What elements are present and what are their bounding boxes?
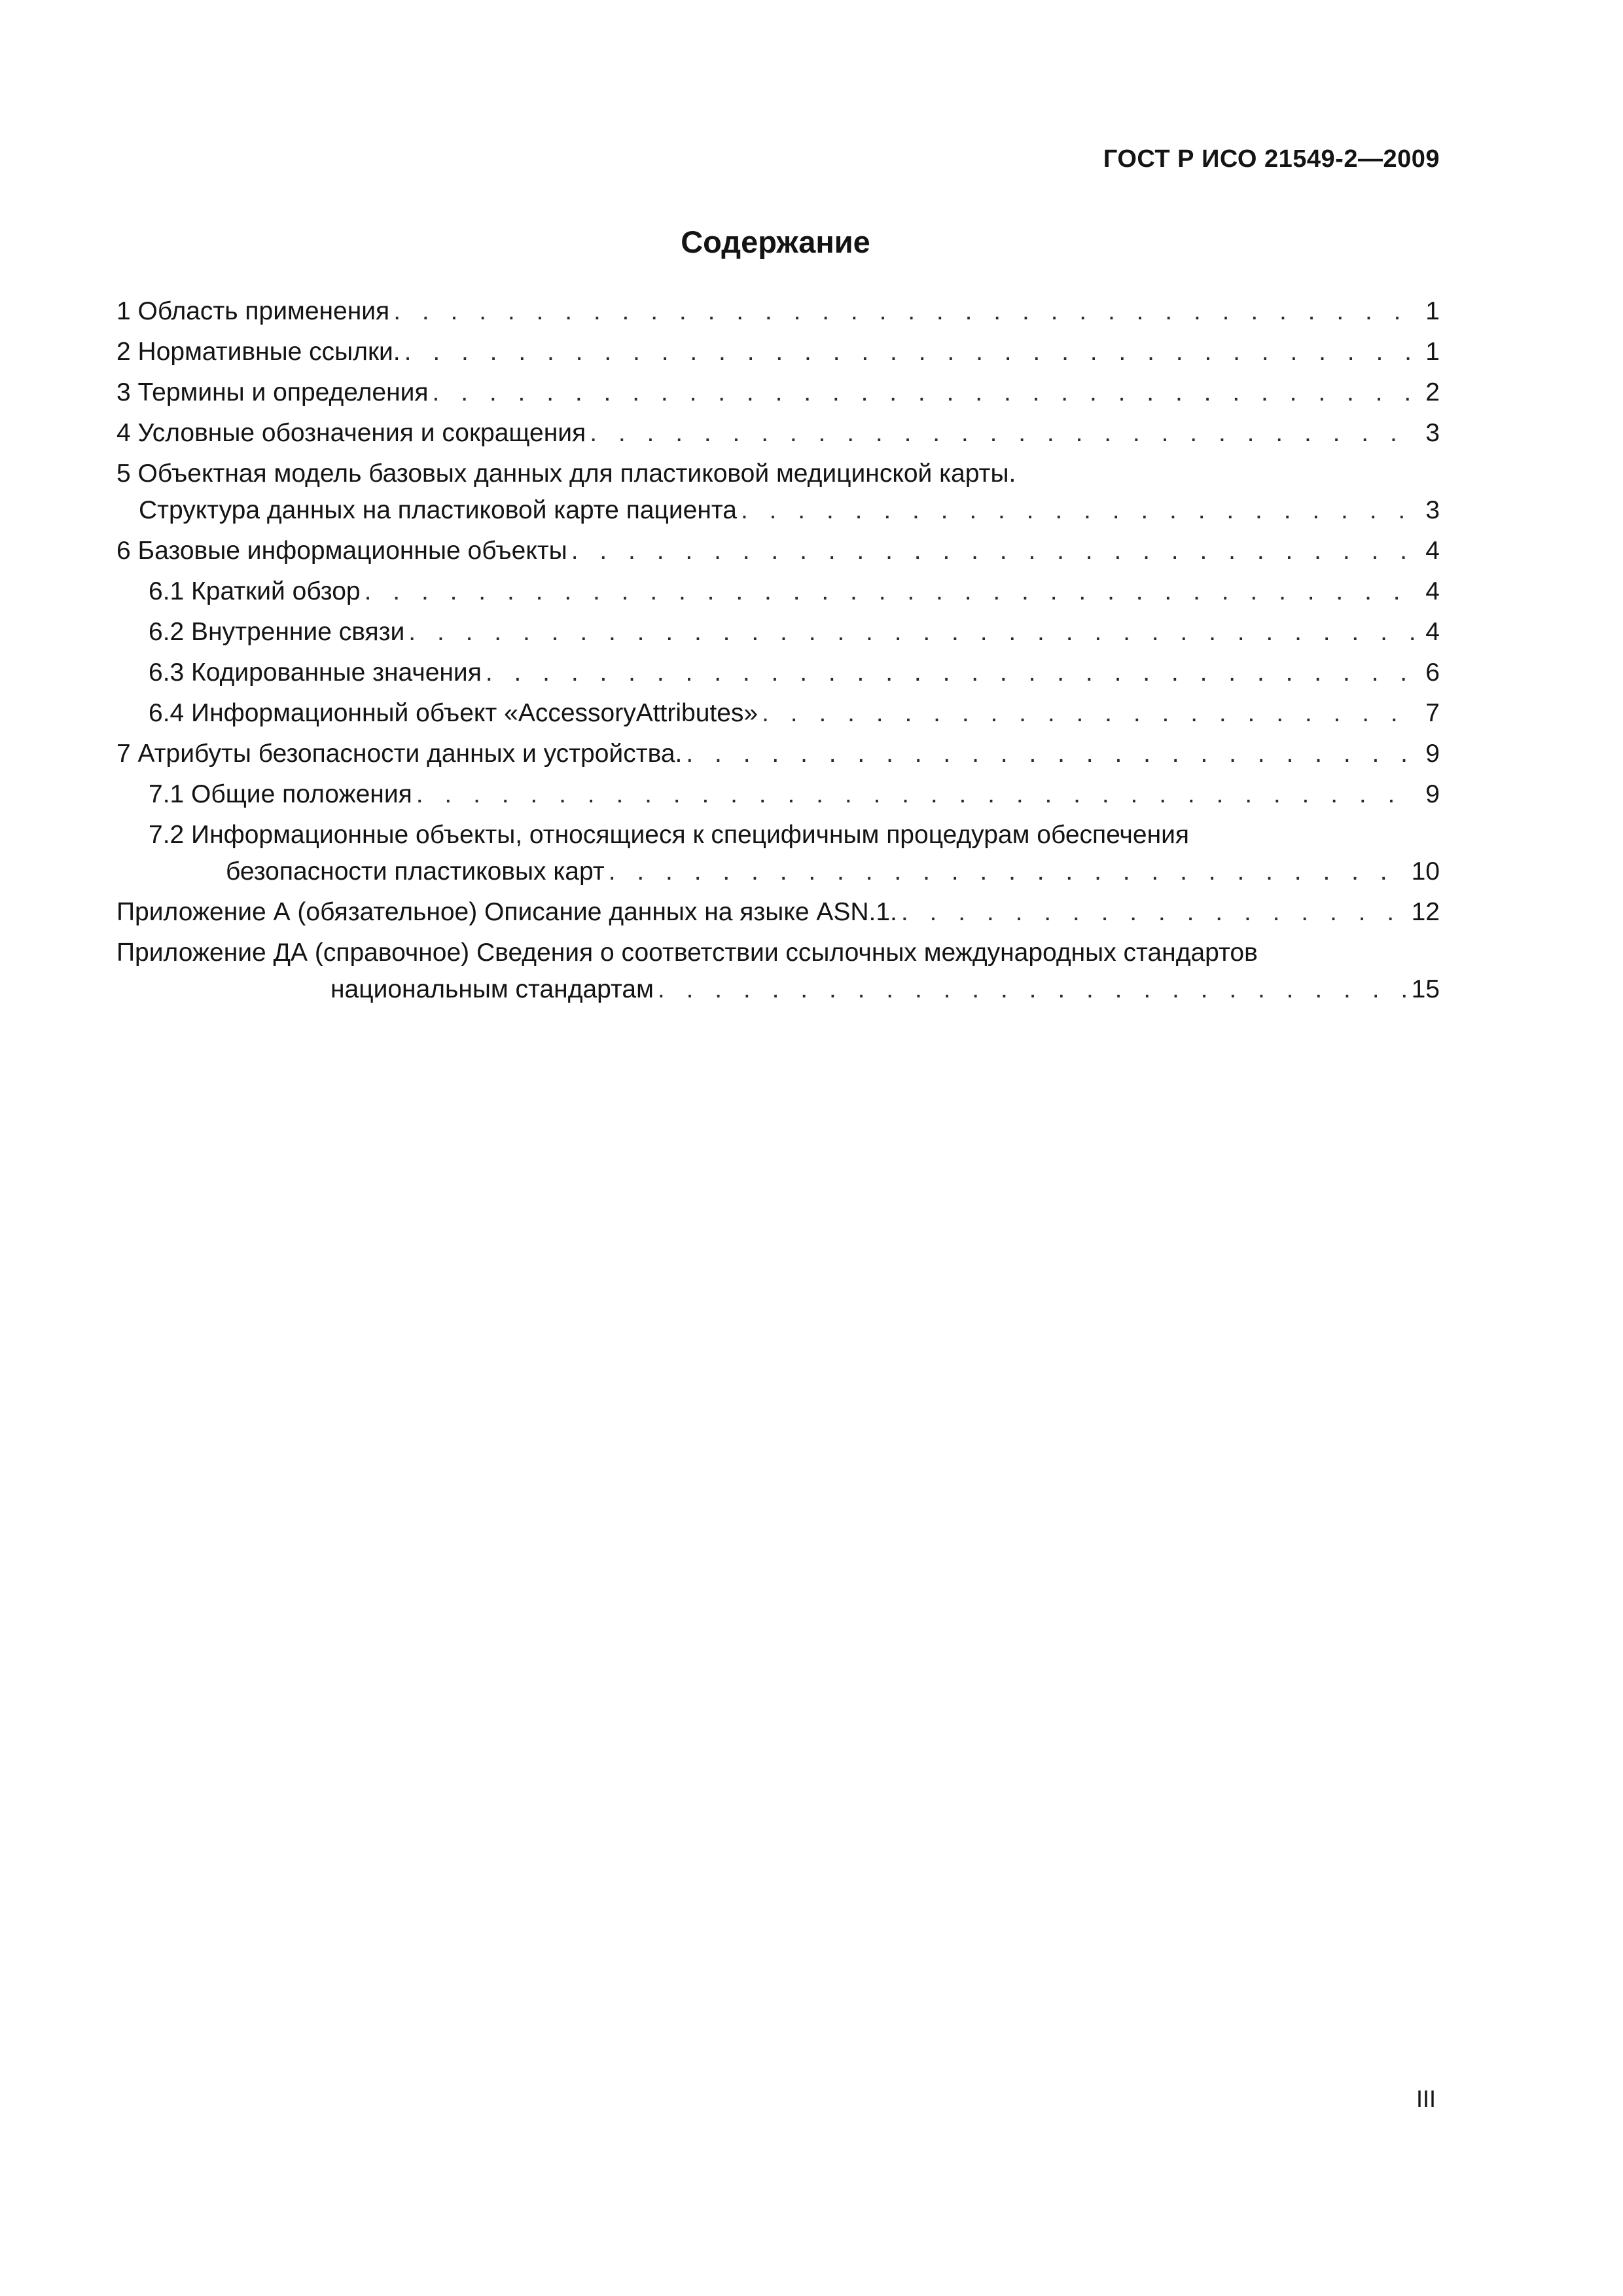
toc-page-number: 3 xyxy=(1425,496,1440,524)
toc-entry-title: 6 Базовые информационные объекты xyxy=(116,537,567,565)
table-of-contents xyxy=(116,293,1440,1012)
toc-page-number: 4 xyxy=(1425,618,1440,646)
toc-entry-7[interactable] xyxy=(116,736,1440,772)
leader-dots xyxy=(741,492,1415,529)
footer-page-number: III xyxy=(1416,2085,1436,2112)
leader-dots xyxy=(571,533,1415,569)
leader-dots xyxy=(486,655,1415,691)
toc-page-number: 12 xyxy=(1411,898,1440,926)
leader-dots xyxy=(901,894,1406,931)
toc-entry-title: 6.4 Информационный объект «AccessoryAttributes» xyxy=(149,699,758,727)
toc-entry-6[interactable] xyxy=(116,533,1440,569)
toc-entry-7-2[interactable] xyxy=(116,817,1440,890)
toc-entry-2[interactable] xyxy=(116,334,1440,370)
document-number: ГОСТ Р ИСО 21549-2—2009 xyxy=(1103,145,1440,173)
toc-entry-title: 6.2 Внутренние связи xyxy=(149,618,405,646)
toc-entry-title: 4 Условные обозначения и сокращения xyxy=(116,419,586,447)
leader-dots xyxy=(404,334,1415,370)
toc-page-number: 7 xyxy=(1425,699,1440,727)
toc-entry-title: 2 Нормативные ссылки. xyxy=(116,338,401,366)
toc-entry-title: 6.3 Кодированные значения xyxy=(149,658,482,687)
leader-dots xyxy=(686,736,1415,772)
toc-page-number: 1 xyxy=(1425,297,1440,325)
toc-page-number: 15 xyxy=(1411,975,1440,1003)
toc-page-number: 10 xyxy=(1411,857,1440,886)
toc-entry-3[interactable] xyxy=(116,374,1440,411)
toc-page-number: 9 xyxy=(1425,780,1440,808)
leader-dots xyxy=(590,415,1415,452)
toc-entry-title: 6.1 Краткий обзор xyxy=(149,577,361,605)
toc-entry-title: Приложение ДА (справочное) Сведения о соответствии ссылочных международных стандартов xyxy=(116,939,1258,967)
leader-dots xyxy=(609,853,1406,890)
toc-entry-title: Приложение А (обязательное) Описание данных на языке ASN.1. xyxy=(116,898,897,926)
leader-dots xyxy=(658,971,1406,1008)
toc-entry-6-4[interactable] xyxy=(116,695,1440,732)
toc-entry-title: 7.1 Общие положения xyxy=(149,780,412,808)
toc-page-number: 4 xyxy=(1425,537,1440,565)
toc-entry-4[interactable] xyxy=(116,415,1440,452)
toc-page-number: 3 xyxy=(1425,419,1440,447)
leader-dots xyxy=(408,614,1415,651)
leader-dots xyxy=(393,293,1415,330)
toc-page-number: 6 xyxy=(1425,658,1440,687)
toc-page-number: 1 xyxy=(1425,338,1440,366)
toc-entry-title: 7.2 Информационные объекты, относящиеся к специфичным процедурам обеспечения xyxy=(149,821,1190,849)
toc-entry-appendix-da[interactable] xyxy=(116,935,1440,1008)
toc-entry-appendix-a[interactable] xyxy=(116,894,1440,931)
toc-entry-7-1[interactable] xyxy=(116,776,1440,813)
leader-dots xyxy=(365,573,1415,610)
toc-entry-1[interactable] xyxy=(116,293,1440,330)
page-title: Содержание xyxy=(681,224,870,259)
toc-entry-title: 5 Объектная модель базовых данных для пластиковой медицинской карты. xyxy=(116,459,1016,488)
toc-page-number: 4 xyxy=(1425,577,1440,605)
leader-dots xyxy=(433,374,1415,411)
toc-entry-title-continuation: национальным стандартам xyxy=(330,975,654,1003)
leader-dots xyxy=(416,776,1415,813)
toc-entry-title-continuation: Структура данных на пластиковой карте пациента xyxy=(139,496,737,524)
toc-entry-5[interactable] xyxy=(116,456,1440,529)
toc-entry-title: 3 Термины и определения xyxy=(116,378,429,406)
toc-entry-6-1[interactable] xyxy=(116,573,1440,610)
toc-entry-title-continuation: безопасности пластиковых карт xyxy=(226,857,605,886)
toc-entry-title: 7 Атрибуты безопасности данных и устройства. xyxy=(116,740,683,768)
toc-page-number: 2 xyxy=(1425,378,1440,406)
toc-page-number: 9 xyxy=(1425,740,1440,768)
leader-dots xyxy=(762,695,1415,732)
toc-entry-6-3[interactable] xyxy=(116,655,1440,691)
toc-entry-title: 1 Область применения xyxy=(116,297,390,325)
toc-entry-6-2[interactable] xyxy=(116,614,1440,651)
